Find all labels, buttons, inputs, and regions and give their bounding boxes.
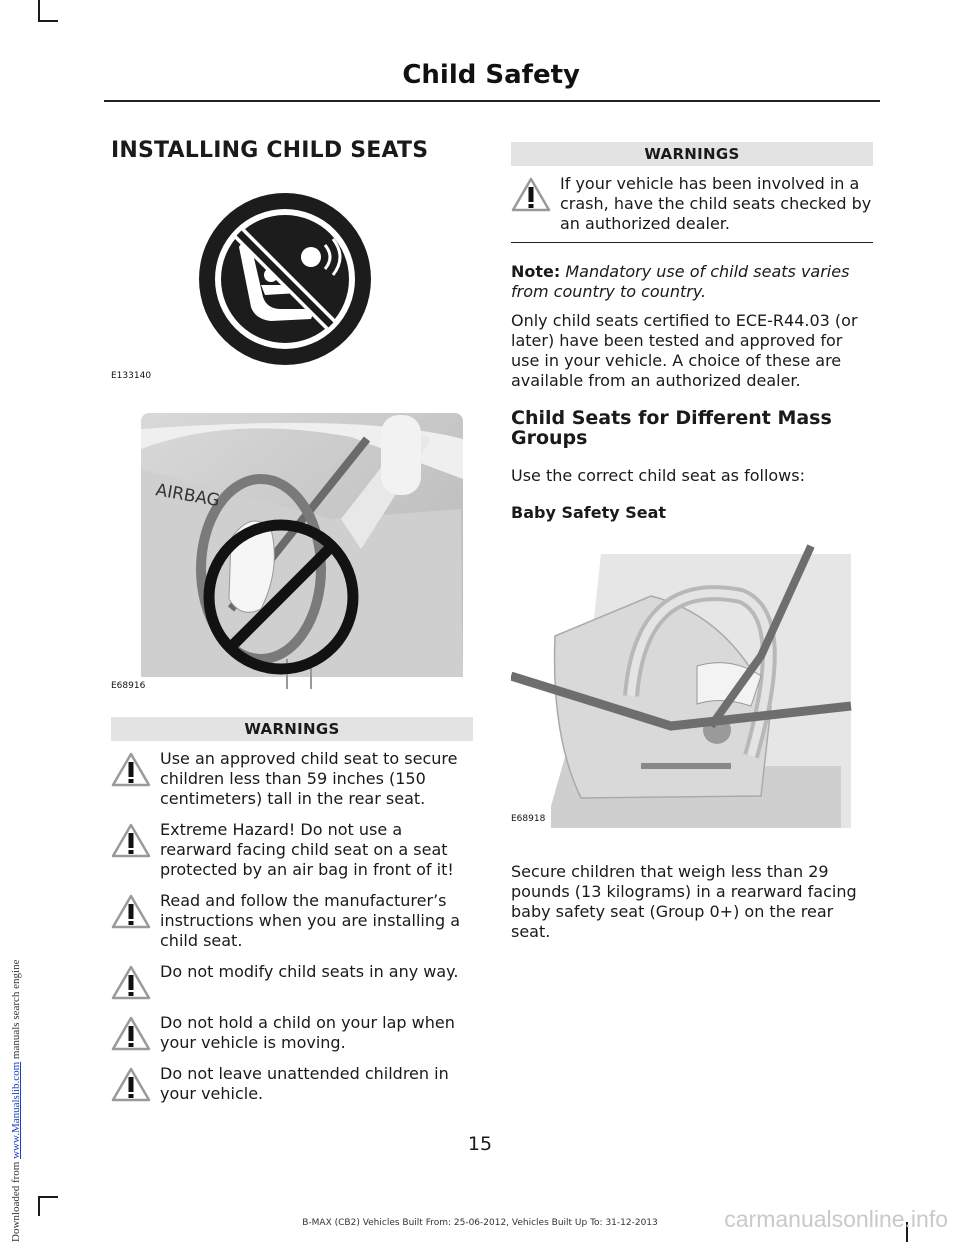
warning-triangle-icon <box>111 822 151 860</box>
warning-text: Read and follow the manufacturer’s instructions when you are installing a child seat. <box>160 891 461 950</box>
right-column <box>511 138 873 942</box>
note-paragraph <box>511 262 873 302</box>
note-label: Note: <box>511 262 561 281</box>
warning-triangle-icon <box>111 751 151 789</box>
figure-code: E68916 <box>111 681 146 691</box>
page-header-title: Child Safety <box>402 60 580 90</box>
page-number: 15 <box>467 1133 493 1155</box>
figure-baby-safety-seat <box>511 536 873 834</box>
warning-item <box>111 749 473 809</box>
note-text: Mandatory use of child seats varies from country to country. <box>511 262 850 301</box>
manualslib-link[interactable]: www.Manualslib.com <box>10 1061 22 1159</box>
crop-mark-bottom-left-v <box>38 1196 40 1216</box>
baby-safety-seat-illustration <box>511 536 873 834</box>
warning-item <box>111 891 473 951</box>
warning-triangle-icon <box>111 1015 151 1053</box>
section-title: INSTALLING CHILD SEATS <box>111 138 429 163</box>
warning-item <box>111 1064 473 1104</box>
warning-text: Do not hold a child on your lap when your vehicle is moving. <box>160 1013 455 1052</box>
airbag-rearward-seat-illustration <box>111 409 473 701</box>
warning-text: If your vehicle has been involved in a crash, have the child seats checked by an authorized dealer. <box>560 174 872 233</box>
warning-triangle-icon <box>111 1066 151 1104</box>
crop-mark-bottom-left-h <box>38 1196 58 1198</box>
warning-text: Do not leave unattended children in your vehicle. <box>160 1064 449 1103</box>
figure-code: E68918 <box>511 814 546 824</box>
header-rule <box>104 100 880 102</box>
warnings-end-rule <box>511 242 873 243</box>
body-paragraph: Use the correct child seat as follows: <box>511 466 805 485</box>
figure-code: E133140 <box>111 371 152 381</box>
airbag-label: AIRBAG <box>154 480 222 512</box>
body-paragraph: Secure children that weigh less than 29 pounds (13 kilograms) in a rearward facing baby safety seat (Group 0+) on the rear seat. <box>511 862 857 941</box>
no-airbag-child-seat-icon <box>111 169 473 391</box>
warning-text: Do not modify child seats in any way. <box>160 962 459 981</box>
footer-info: B-MAX (CB2) Vehicles Built From: 25-06-2012, Vehicles Built Up To: 31-12-2013 <box>302 1218 658 1228</box>
warning-text: Use an approved child seat to secure children less than 59 inches (150 centimeters) tall in the rear seat. <box>160 749 458 808</box>
crop-mark-top-left-h <box>38 20 58 22</box>
warning-triangle-icon <box>511 176 551 214</box>
warning-triangle-icon <box>111 964 151 1002</box>
figure-airbag-rearward-seat <box>111 409 473 701</box>
warning-item <box>111 820 473 880</box>
warning-item <box>111 1013 473 1053</box>
warning-item <box>111 962 473 1002</box>
crop-mark-top-left-v <box>38 0 40 20</box>
warnings-heading: WARNINGS <box>511 142 873 166</box>
body-paragraph: Only child seats certified to ECE-R44.03 (or later) have been tested and approved for use in your vehicle. A choice of these are available from an authorized dealer. <box>511 311 858 390</box>
warning-triangle-icon <box>111 893 151 931</box>
watermark: carmanualsonline.info <box>724 1206 948 1232</box>
warning-text: Extreme Hazard! Do not use a rearward facing child seat on a seat protected by an air bag in front of it! <box>160 820 454 879</box>
left-column <box>111 138 473 1104</box>
warning-item <box>511 174 873 234</box>
download-stamp: Downloaded from www.Manualslib.com manuals search engine <box>10 959 22 1242</box>
figure-no-child-seat-airbag <box>111 169 473 391</box>
minor-heading: Baby Safety Seat <box>511 503 667 522</box>
subheading: Child Seats for Different Mass Groups <box>511 407 832 449</box>
warnings-heading: WARNINGS <box>111 717 473 741</box>
